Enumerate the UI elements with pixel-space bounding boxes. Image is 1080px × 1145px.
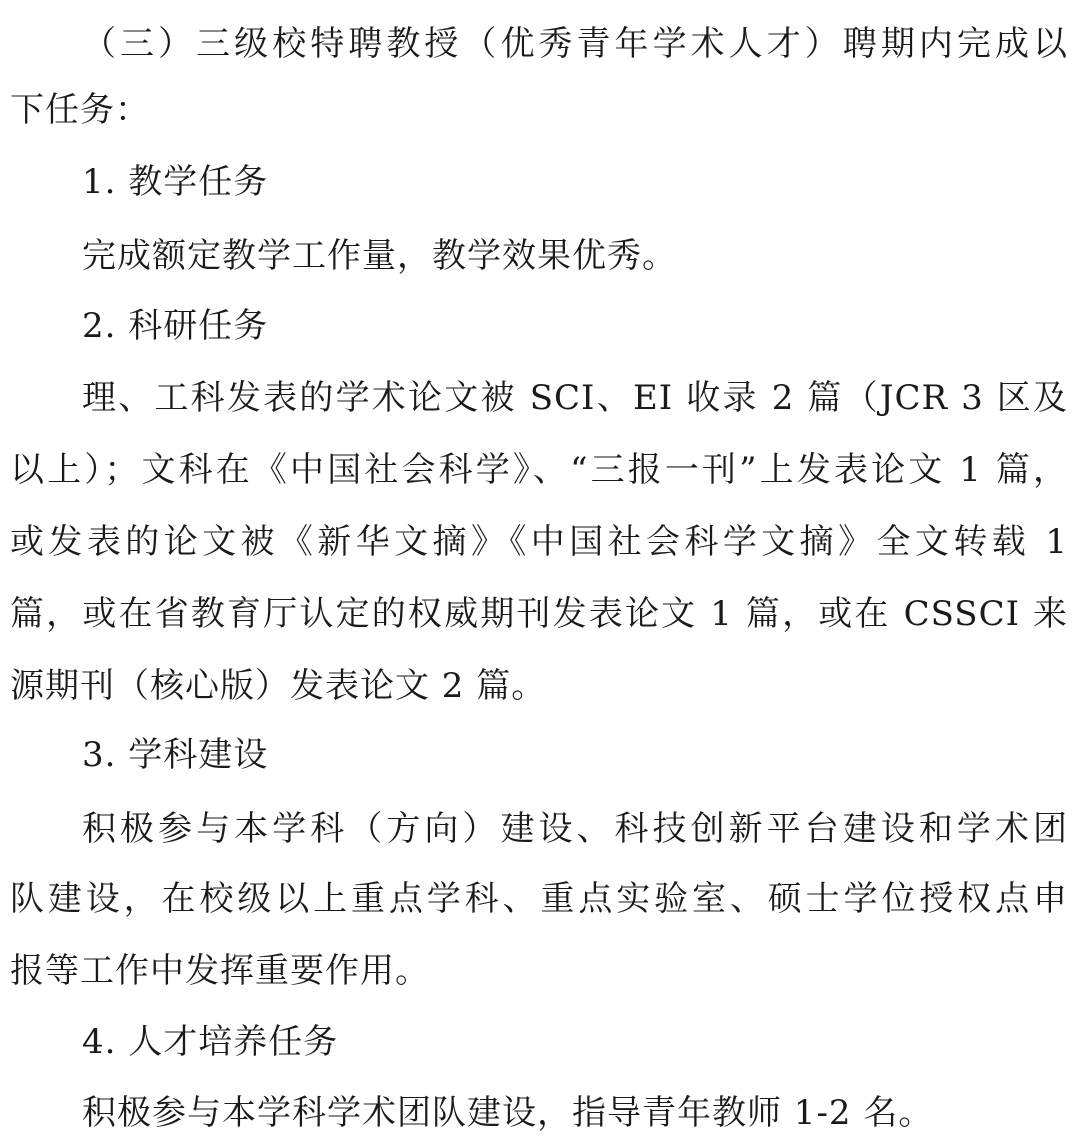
teaching-paragraph: 完成额定教学工作量，教学效果优秀。 (82, 236, 677, 276)
research-paragraph-line-1: 理、工科发表的学术论文被 SCI、EI 收录 2 篇（JCR 3 区及 (82, 378, 1068, 418)
discipline-paragraph-line-1: 积极参与本学科（方向）建设、科技创新平台建设和学术团 (82, 809, 1068, 849)
talent-paragraph: 积极参与本学科学术团队建设，指导青年教师 1-2 名。 (82, 1093, 934, 1133)
item-heading-discipline: 3. 学科建设 (82, 735, 269, 775)
item-heading-talent: 4. 人才培养任务 (82, 1022, 339, 1062)
item-heading-teaching: 1. 教学任务 (82, 162, 269, 202)
item-heading-research: 2. 科研任务 (82, 306, 269, 346)
research-paragraph-line-2: 以上）；文科在《中国社会科学》、“三报一刊”上发表论文 1 篇， (10, 450, 1068, 490)
research-paragraph-line-3: 或发表的论文被《新华文摘》《中国社会科学文摘》全文转载 1 (10, 522, 1068, 562)
research-paragraph-line-5: 源期刊（核心版）发表论文 2 篇。 (10, 666, 547, 706)
section-heading-line-1: （三）三级校特聘教授（优秀青年学术人才）聘期内完成以 (82, 24, 1068, 64)
research-paragraph-line-4: 篇，或在省教育厅认定的权威期刊发表论文 1 篇，或在 CSSCI 来 (10, 594, 1068, 634)
discipline-paragraph-line-2: 队建设，在校级以上重点学科、重点实验室、硕士学位授权点申 (10, 879, 1068, 919)
section-heading-line-2: 下任务： (10, 90, 150, 130)
discipline-paragraph-line-3: 报等工作中发挥重要作用。 (10, 951, 430, 991)
